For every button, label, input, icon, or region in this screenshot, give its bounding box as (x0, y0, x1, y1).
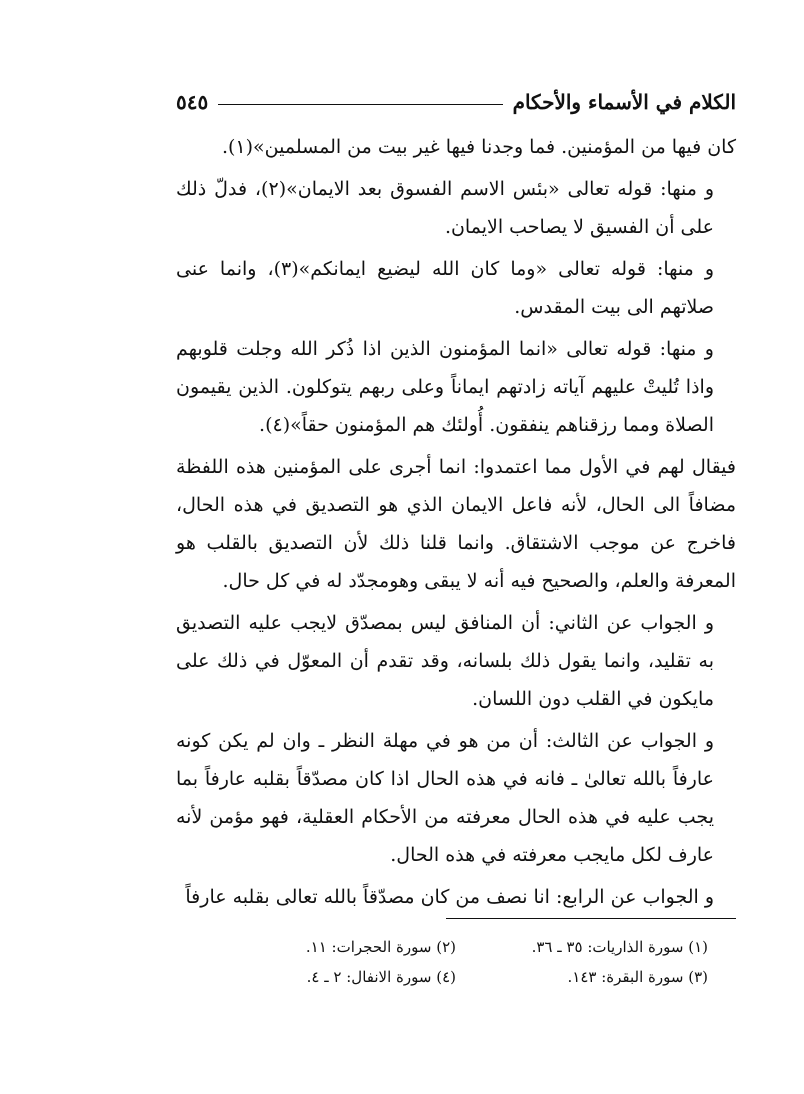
paragraph: و الجواب عن الثاني: أن المنافق ليس بمصدّق لايجب عليه التصديق به تقليد، وانما يقول ذلك بلسانه، وقد تقدم أن المعوّل في ذلك على مايكون في القلب دون اللسان. (176, 612, 714, 710)
header-title: الكلام في الأسماء والأحكام (512, 90, 736, 114)
footnote-row (176, 962, 736, 992)
footnotes (176, 932, 736, 992)
paragraph: و الجواب عن الثالث: أن من هو في مهلة النظر ـ وان لم يكن كونه عارفاً بالله تعالىٰ ـ فانه في هذه الحال اذا كان مصدّقاً بقلبه عارفاً بما يجب عليه في هذه الحال معرفته من الأحكام العقلية، فهو مؤمن لأنه عارف لكل مايجب معرفته في هذه الحال. (176, 730, 714, 866)
running-header (176, 82, 736, 122)
footnote: (١) سورة الذاريات: ٣٥ ـ ٣٦. (531, 938, 708, 956)
footnote: (٢) سورة الحجرات: ١١. (305, 938, 456, 956)
paragraph: كان فيها من المؤمنين. فما وجدنا فيها غير بيت من المسلمين»(١). (221, 136, 736, 158)
header-rule (218, 104, 502, 105)
paragraph: و الجواب عن الرابع: انا نصف من كان مصدّقاً بالله تعالى بقلبه عارفاً (185, 886, 714, 908)
footnote: (٣) سورة البقرة: ١٤٣. (567, 968, 708, 986)
paragraph: و منها: قوله تعالى «بئس الاسم الفسوق بعد الايمان»(٢)، فدلّ ذلك على أن الفسيق لا يصاحب الايمان. (176, 178, 715, 238)
main-text (176, 128, 736, 920)
paragraph: و منها: قوله تعالى «انما المؤمنون الذين اذا ذُكر الله وجلت قلوبهم واذا تُليتْ عليهم آياته زادتهم ايماناً وعلى ربهم يتوكلون. الذين يقيمون الصلاة ومما رزقناهم ينفقون. أُولئك هم المؤمنون حقاً»(٤). (176, 338, 714, 436)
paragraph: و منها: قوله تعالى «وما كان الله ليضيع ايمانكم»(٣)، وانما عنى صلاتهم الى بيت المقدس. (176, 258, 715, 318)
footnote: (٤) سورة الانفال: ٢ ـ ٤. (306, 968, 456, 986)
paragraph: فيقال لهم في الأول مما اعتمدوا: انما أجرى على المؤمنين هذه اللفظة مضافاً الى الحال، لأنه فاعل الايمان الذي هو التصديق في هذه الحال، فاخرج عن موجب الاشتقاق. وانما قلنا ذلك لأن التصديق بالقلب هو المعرفة والعلم، والصحيح فيه أنه لا يبقى وهومجدّد له في كل حال. (176, 456, 736, 592)
page-number: ٥٤٥ (176, 90, 209, 114)
footnote-row (176, 932, 736, 962)
footnote-divider (446, 918, 736, 919)
